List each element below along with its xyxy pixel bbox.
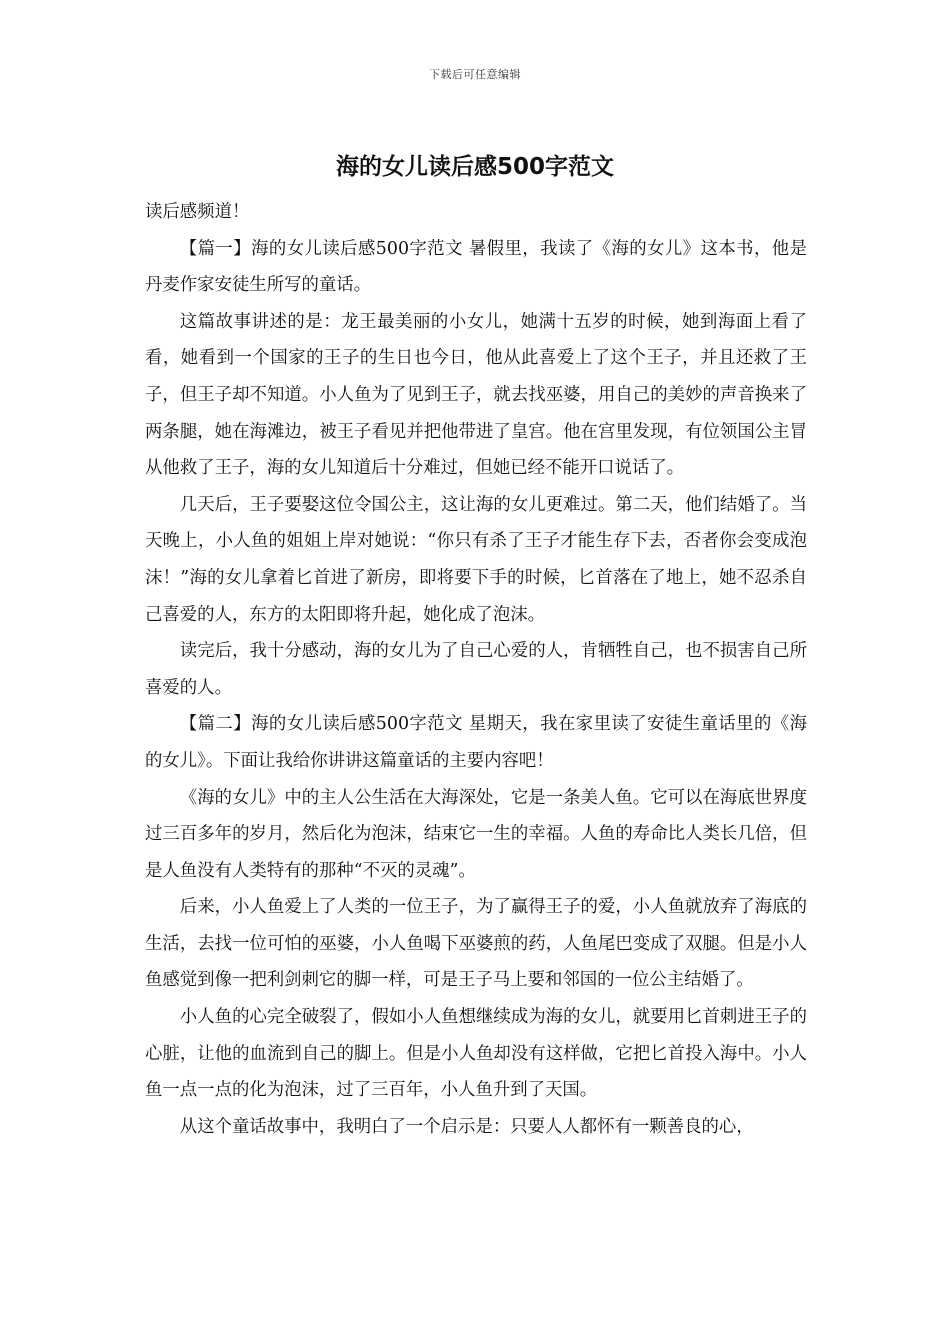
paragraph-3 <box>145 487 807 633</box>
paragraph-text: 后来，小人鱼爱上了人类的一位王子，为了赢得王子的爱，小人鱼就放弃了海底的生活，去找一位可怕的巫婆，小人鱼喝下巫婆煎的药，人鱼尾巴变成了双腿。但是小人鱼感觉到像一把利剑刺它的脚一样，可是王子马上要和邻国的一位公主结婚了。 <box>145 897 807 991</box>
paragraph-5 <box>145 706 807 779</box>
paragraph-7 <box>145 889 807 999</box>
paragraph-text: 小人鱼的心完全破裂了，假如小人鱼想继续成为海的女儿，就要用匕首刺进王子的心脏，让他的血流到自己的脚上。但是小人鱼却没有这样做，它把匕首投入海中。小人鱼一点一点的化为泡沫，过了三百年，小人鱼升到了天国。 <box>145 1007 807 1101</box>
paragraph-text: 从这个童话故事中，我明白了一个启示是：只要人人都怀有一颗善良的心， <box>179 1116 754 1137</box>
paragraph-4 <box>145 633 807 706</box>
article-body <box>145 194 807 1145</box>
paragraph-6 <box>145 780 807 890</box>
intro-line: 读后感频道！ <box>145 202 250 222</box>
paragraph-9 <box>145 1109 807 1146</box>
paragraph-text: 这篇故事讲述的是：龙王最美丽的小女儿，她满十五岁的时候，她到海面上看了看，她看到一个国家的王子的生日也今日，他从此喜爱上了这个王子，并且还救了王子，但王子却不知道。小人鱼为了见到王子，就去找巫婆，用自己的美妙的声音换来了两条腿，她在海滩边，被王子看见并把他带进了皇宫。他在宫里发现，有位领国公主冒从他救了王子，海的女儿知道后十分难过，但她已经不能开口说话了。 <box>145 311 807 479</box>
paragraph-text: 几天后，王子要娶这位令国公主，这让海的女儿更难过。第二天，他们结婚了。当天晚上，小人鱼的姐姐上岸对她说：“你只有杀了王子才能生存下去，否者你会变成泡沫！”海的女儿拿着匕首进了新房，即将要下手的时候，匕首落在了地上，她不忍杀自己喜爱的人，东方的太阳即将升起，她化成了泡沫。 <box>145 494 807 625</box>
paragraph-text: 《海的女儿》中的主人公生活在大海深处，它是一条美人鱼。它可以在海底世界度过三百多年的岁月，然后化为泡沫，结束它一生的幸福。人鱼的寿命比人类长几倍，但是人鱼没有人类特有的那种“不灭的灵魂”。 <box>145 787 807 881</box>
section-label-1: 【篇一】 <box>179 238 252 259</box>
paragraph-1 <box>145 231 807 304</box>
header-note: 下载后可任意编辑 <box>429 68 521 81</box>
paragraph-text: 海的女儿读后感500字范文 星期天，我在家里读了安徒生童话里的《海的女儿》。下面让我给你讲讲这篇童话的主要内容吧！ <box>145 714 807 771</box>
paragraph-2 <box>145 304 807 487</box>
paragraph-text: 海的女儿读后感500字范文 暑假里，我读了《海的女儿》这本书，他是丹麦作家安徒生所写的童话。 <box>145 238 807 296</box>
paragraph-text: 读完后，我十分感动，海的女儿为了自己心爱的人，肯牺牲自己，也不损害自己所喜爱的人。 <box>145 641 807 698</box>
paragraph-8 <box>145 999 807 1109</box>
page-title: 海的女儿读后感500字范文 <box>335 154 614 180</box>
section-label-2: 【篇二】 <box>179 714 252 735</box>
